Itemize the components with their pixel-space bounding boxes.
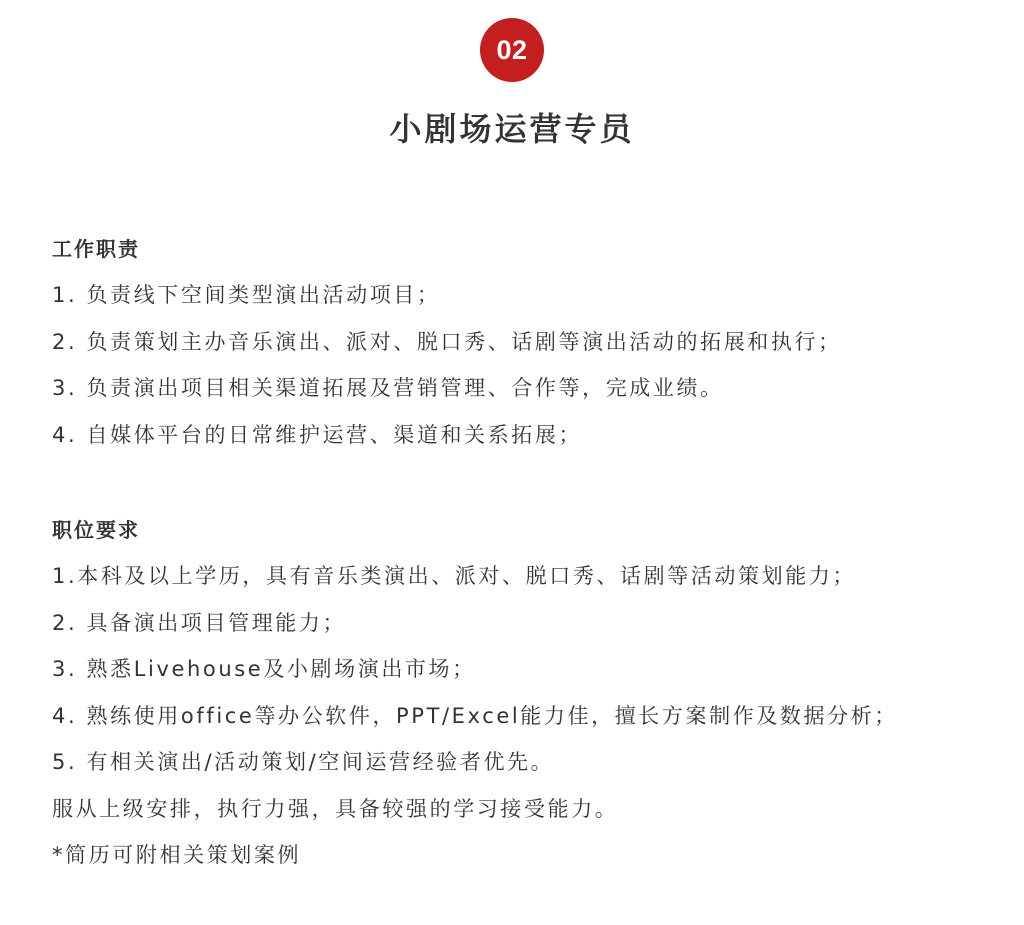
requirements-heading: 职位要求 [52,518,140,542]
requirement-item: 4. 熟练使用office等办公软件，PPT/Excel能力佳，擅长方案制作及数据分析； [52,703,898,728]
requirement-item: 5. 有相关演出/活动策划/空间运营经验者优先。 [52,750,555,774]
duties-heading: 工作职责 [52,237,140,261]
job-title: 小剧场运营专员 [389,110,635,148]
duty-item: 1. 负责线下空间类型演出活动项目； [52,283,441,307]
duties-list [52,272,842,458]
section-number: 02 [496,34,528,65]
duty-item: 3. 负责演出项目相关渠道拓展及营销管理、合作等，完成业绩。 [52,376,724,400]
requirement-item: 1.本科及以上学历，具有音乐类演出、派对、脱口秀、话剧等活动策划能力； [52,564,857,588]
duty-item: 2. 负责策划主办音乐演出、派对、脱口秀、话剧等演出活动的拓展和执行； [52,329,842,354]
requirement-note: 服从上级安排，执行力强，具备较强的学习接受能力。 [52,796,619,821]
duty-item: 4. 自媒体平台的日常维护运营、渠道和关系拓展； [52,422,583,447]
resume-note: *简历可附相关策划案例 [52,843,302,867]
requirements-list [52,553,898,879]
section-number-badge [480,18,544,82]
requirement-item: 2. 具备演出项目管理能力； [52,610,347,635]
requirement-item: 3. 熟悉Livehouse及小剧场演出市场； [52,657,476,681]
